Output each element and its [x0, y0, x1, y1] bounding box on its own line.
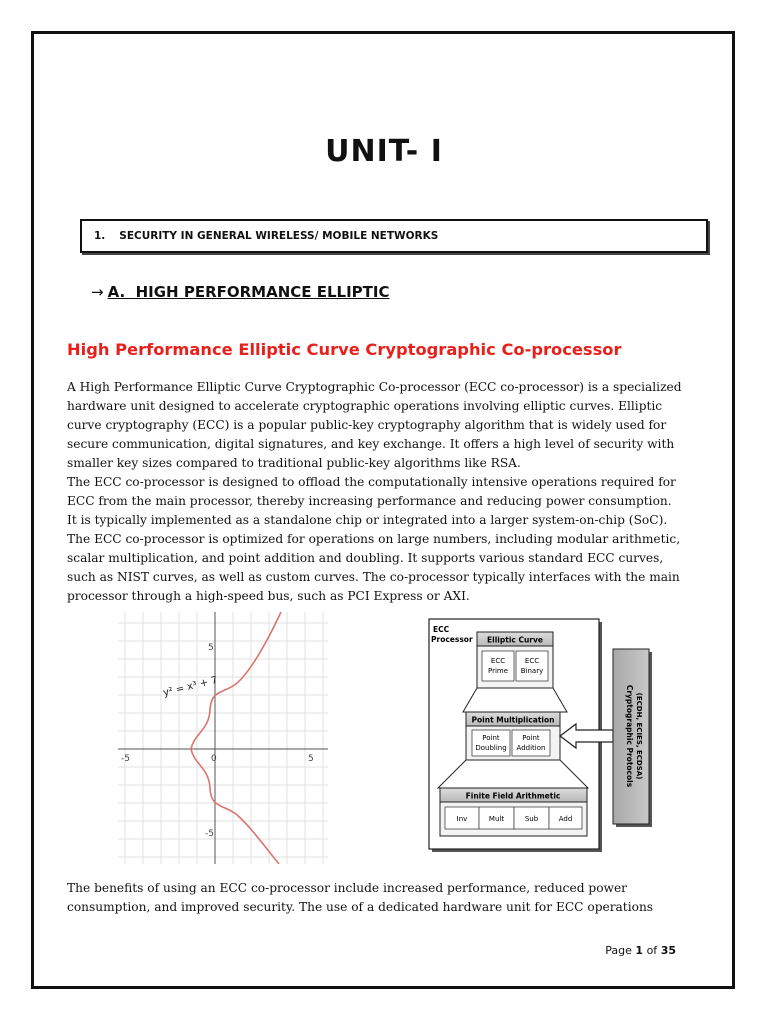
ecc-binary-line2: Binary — [520, 667, 544, 675]
ecc-prime-line1: ECC — [490, 657, 506, 665]
text-line: smaller key sizes compared to traditional public-key algorithms like RSA. — [67, 456, 521, 470]
point-doubling-line1: Point — [482, 734, 500, 742]
text-line: hardware unit designed to accelerate cryptographic operations involving elliptic curves. Elliptic — [67, 399, 663, 413]
footer-prefix: Page — [605, 944, 636, 957]
x-tick-pos: 5 — [308, 754, 314, 764]
ff-inv: Inv — [456, 815, 468, 823]
ecc-processor-diagram — [420, 612, 656, 860]
section-number: 1. — [94, 230, 106, 242]
text-line: It is typically implemented as a standalone chip or integrated into a larger system-on-chip (SoC). — [67, 513, 668, 527]
elliptic-curve-line — [191, 612, 281, 864]
protocols-list: (ECDH, ECIES, ECDSA) — [635, 692, 643, 780]
text-line: consumption, and improved security. The use of a dedicated hardware unit for ECC operations — [67, 900, 654, 914]
ff-mult: Mult — [488, 815, 505, 823]
section-header-box — [80, 219, 708, 253]
paragraph-benefits — [67, 879, 707, 917]
graph-axes — [118, 612, 328, 864]
right-arrow-icon: → — [91, 283, 104, 301]
ecc-binary-line1: ECC — [524, 657, 540, 665]
processor-label-1: ECC — [433, 625, 450, 634]
text-line: scalar multiplication, and point addition and doubling. It supports various standard ECC curves, — [67, 551, 664, 565]
point-mult-title: Point Multiplication — [471, 715, 555, 725]
point-addition-line2: Addition — [516, 744, 546, 752]
y-tick-pos: 5 — [208, 643, 214, 653]
protocols-title: Cryptographic Protocols — [625, 684, 634, 788]
processor-label-2: Processor — [431, 635, 473, 644]
x-tick-zero: 0 — [211, 754, 217, 764]
y-tick-neg: -5 — [205, 829, 214, 839]
current-page: 1 — [635, 944, 644, 957]
curve-equation: y² = x³ + 7 — [162, 674, 219, 699]
elliptic-curve-graph — [118, 612, 328, 864]
elliptic-curve-title: Elliptic Curve — [487, 635, 543, 645]
text-line: secure communication, digital signatures, and key exchange. It offers a high level of security with — [67, 437, 675, 451]
text-line: ECC from the main processor, thereby increasing performance and reducing power consumption. — [67, 494, 672, 508]
finite-field-title: Finite Field Arithmetic — [465, 791, 561, 801]
ecc-prime-line2: Prime — [487, 667, 509, 675]
ff-sub: Sub — [524, 815, 539, 823]
point-addition-line1: Point — [522, 734, 540, 742]
section-heading: High Performance Elliptic Curve Cryptographic Co-processor — [67, 340, 622, 359]
subheading — [91, 283, 390, 301]
text-line: processor through a high-speed bus, such as PCI Express or AXI. — [67, 589, 470, 603]
section-label: SECURITY IN GENERAL WIRELESS/ MOBILE NETWORKS — [119, 230, 439, 242]
text-line: The benefits of using an ECC co-processor include increased performance, reduced power — [67, 881, 628, 895]
footer-middle: of — [643, 944, 661, 957]
ff-add: Add — [558, 815, 573, 823]
unit-title: UNIT- I — [325, 134, 443, 169]
text-line: A High Performance Elliptic Curve Cryptographic Co-processor (ECC co-processor) is a specialized — [67, 380, 682, 394]
subheading-label: A. HIGH PERFORMANCE ELLIPTIC — [107, 283, 390, 301]
page-footer — [605, 944, 676, 957]
x-tick-neg: -5 — [121, 754, 130, 764]
point-doubling-line2: Doubling — [475, 744, 507, 752]
text-line: The ECC co-processor is designed to offload the computationally intensive operations required for — [67, 475, 676, 489]
text-line: curve cryptography (ECC) is a popular public-key cryptography algorithm that is widely used for — [67, 418, 667, 432]
paragraph-intro — [67, 378, 707, 606]
text-line: such as NIST curves, as well as custom curves. The co-processor typically interfaces with the main — [67, 570, 680, 584]
total-pages: 35 — [660, 944, 676, 957]
text-line: The ECC co-processor is optimized for operations on large numbers, including modular arithmetic, — [67, 532, 681, 546]
